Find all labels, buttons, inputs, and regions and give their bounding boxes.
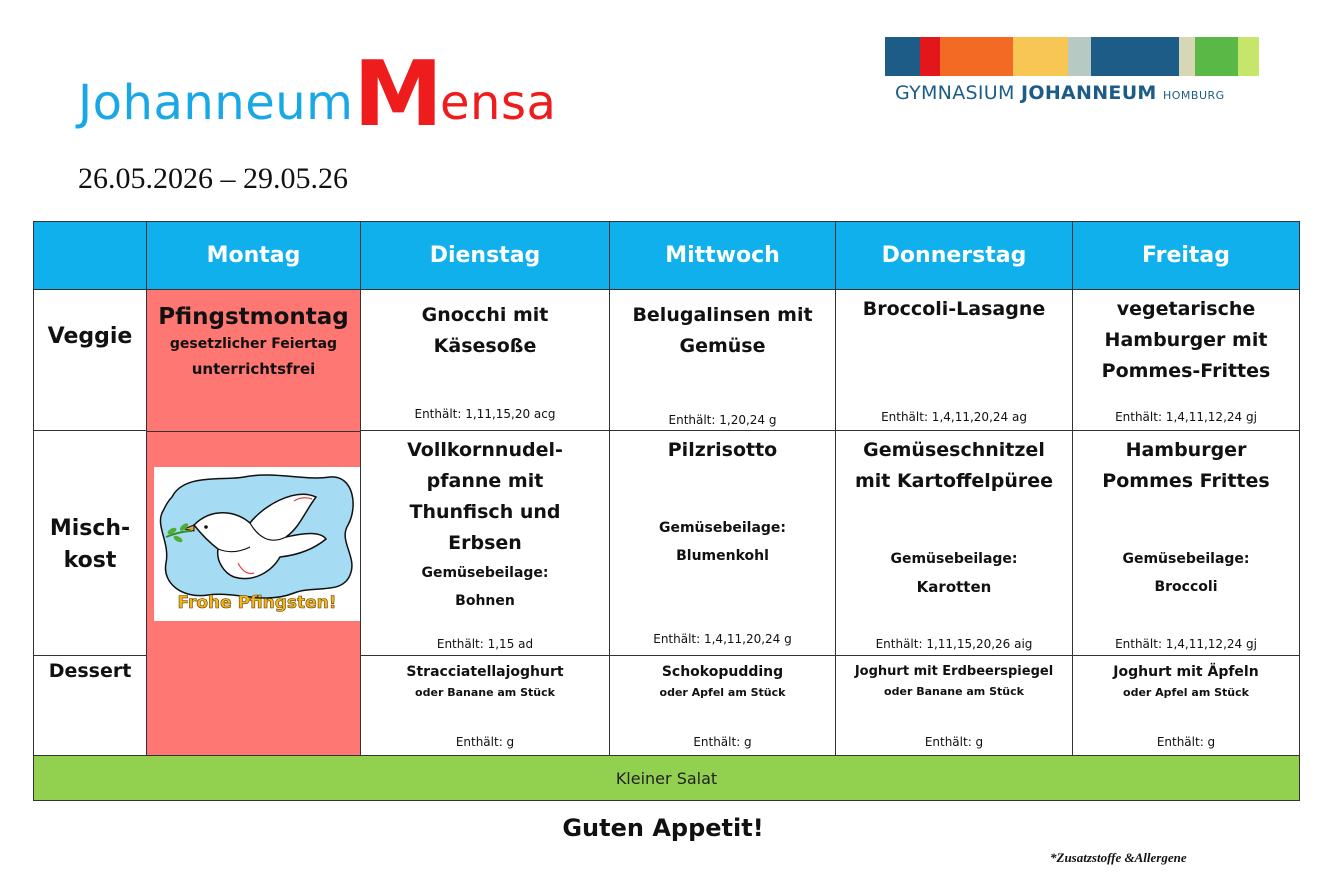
allergen-info: Enthält: 1,4,11,20,24 ag <box>881 410 1027 424</box>
title-big-m: M <box>353 42 439 147</box>
veggie-row <box>34 290 1300 431</box>
pentecost-dove-image <box>154 467 360 621</box>
veggie-tuesday-cell <box>361 290 610 431</box>
mix-thursday-dish <box>836 435 1072 497</box>
dessert-thursday-cell <box>836 656 1073 756</box>
logo-word-johanneum: JOHANNEUM <box>1021 82 1157 104</box>
dish-line: Gemüseschnitzel <box>863 439 1045 461</box>
side-dish-label: Gemüsebeilage: <box>658 520 787 536</box>
mix-tuesday-dish <box>361 435 609 559</box>
veggie-friday-cell <box>1073 290 1300 431</box>
allergen-info: Enthält: 1,15 ad <box>436 637 534 651</box>
dish-line: Käsesoße <box>433 335 537 357</box>
side-dish: Bohnen <box>455 593 515 609</box>
title-part-johanneum: Johanneum <box>78 75 354 131</box>
allergen-info: Enthält: g <box>924 735 984 749</box>
dish-line: Pilzrisotto <box>667 439 778 461</box>
allergen-info: Enthält: g <box>455 735 515 749</box>
dish-line: Gnocchi mit <box>421 304 549 326</box>
allergen-info: Enthält: 1,20,24 g <box>668 413 777 427</box>
dish-line: vegetarische <box>1116 298 1256 320</box>
header-row <box>34 222 1300 290</box>
dessert-wednesday-cell <box>610 656 836 756</box>
dish-line: Pommes Frittes <box>1102 470 1270 492</box>
day-header-monday: Montag <box>147 222 361 290</box>
holiday-title: Pfingstmontag <box>158 304 349 330</box>
mix-friday-cell <box>1073 431 1300 656</box>
allergen-footnote: *Zusatzstoffe &Allergene <box>1050 850 1187 865</box>
row-label-veggie-text: Veggie <box>47 324 133 349</box>
page-title <box>78 42 557 148</box>
salad-cell: Kleiner Salat <box>34 756 1300 801</box>
veggie-tuesday-dish <box>361 300 609 362</box>
dish-line: Hamburger <box>1125 439 1247 461</box>
side-dish-label: Gemüsebeilage: <box>1122 551 1250 567</box>
dessert-alternative: oder Apfel am Stück <box>659 686 786 699</box>
holiday-line-2: unterrichtsfrei <box>191 360 316 378</box>
allergen-info: Enthält: g <box>693 735 752 749</box>
holiday-line-1: gesetzlicher Feiertag <box>169 336 338 352</box>
dish-line: pfanne mit <box>426 470 544 492</box>
row-label-mix-line1: Misch- <box>49 516 131 541</box>
row-label-veggie <box>34 290 147 431</box>
allergen-info: Enthält: 1,11,15,20 acg <box>414 407 556 421</box>
side-dish: Broccoli <box>1154 579 1218 595</box>
dessert-name: Stracciatellajoghurt <box>406 664 564 680</box>
veggie-wednesday-dish <box>610 300 835 362</box>
dish-line: Erbsen <box>448 532 522 554</box>
logo-word-gymnasium: GYMNASIUM <box>895 82 1015 104</box>
side-dish: Karotten <box>916 578 992 596</box>
mix-wednesday-cell <box>610 431 836 656</box>
allergen-info: Enthält: 1,4,11,12,24 gj <box>1115 637 1257 651</box>
dish-line: Hamburger mit <box>1104 329 1268 351</box>
title-part-ensa: ensa <box>439 75 557 131</box>
mix-thursday-cell <box>836 431 1073 656</box>
school-logo-bar <box>885 37 1259 76</box>
row-label-dessert-text: Dessert <box>48 660 132 682</box>
dish-line: mit Kartoffelpüree <box>854 470 1054 492</box>
dessert-name: Joghurt mit Erdbeerspiegel <box>854 664 1054 679</box>
dessert-tuesday-cell <box>361 656 610 756</box>
allergen-info: Enthält: 1,4,11,12,24 gj <box>1115 410 1257 424</box>
school-logo-text <box>895 82 1225 104</box>
veggie-friday-dish <box>1073 294 1299 387</box>
dessert-name: Schokopudding <box>661 664 784 680</box>
day-header-thursday: Donnerstag <box>836 222 1073 290</box>
allergen-info: Enthält: 1,4,11,20,24 g <box>653 632 792 646</box>
dish-line: Belugalinsen mit <box>632 304 813 326</box>
dessert-alternative: oder Banane am Stück <box>415 686 555 699</box>
row-label-dessert <box>34 656 147 756</box>
dessert-alternative: oder Banane am Stück <box>884 685 1024 698</box>
mix-wednesday-dish <box>610 435 835 466</box>
allergen-info: Enthält: 1,11,15,20,26 aig <box>875 637 1033 651</box>
dish-line: Vollkornnudel- <box>407 439 563 461</box>
allergen-info: Enthält: g <box>1156 735 1216 749</box>
frohe-pfingsten-text: Frohe Pfingsten! <box>177 593 337 613</box>
side-dish-label: Gemüsebeilage: <box>890 551 1018 567</box>
corner-cell <box>34 222 147 290</box>
dish-line: Gemüse <box>679 335 766 357</box>
dish-line: Pommes-Frittes <box>1101 360 1271 382</box>
dessert-name: Joghurt mit Äpfeln <box>1113 664 1259 680</box>
day-header-tuesday: Dienstag <box>361 222 610 290</box>
veggie-thursday-cell <box>836 290 1073 431</box>
dish-line: Broccoli-Lasagne <box>862 298 1046 320</box>
guten-appetit-text: Guten Appetit! <box>562 814 764 842</box>
veggie-thursday-dish <box>836 294 1072 325</box>
side-dish: Blumenkohl <box>676 548 769 564</box>
dish-line: Thunfisch und <box>409 501 561 523</box>
veggie-wednesday-cell <box>610 290 836 431</box>
logo-word-homburg: HOMBURG <box>1163 89 1225 102</box>
monday-holiday-cell <box>147 290 361 756</box>
date-range: 26.05.2026 – 29.05.26 <box>78 162 348 195</box>
day-header-friday: Freitag <box>1073 222 1300 290</box>
mix-friday-dish <box>1073 435 1299 497</box>
day-header-wednesday: Mittwoch <box>610 222 836 290</box>
dessert-friday-cell <box>1073 656 1300 756</box>
row-label-mix-line2: kost <box>63 548 117 573</box>
dessert-alternative: oder Apfel am Stück <box>1123 686 1249 699</box>
menu-table <box>33 221 1300 801</box>
mix-tuesday-cell <box>361 431 610 656</box>
side-dish-label: Gemüsebeilage: <box>421 565 549 581</box>
row-label-mischkost <box>34 431 147 656</box>
salad-row <box>34 756 1300 801</box>
